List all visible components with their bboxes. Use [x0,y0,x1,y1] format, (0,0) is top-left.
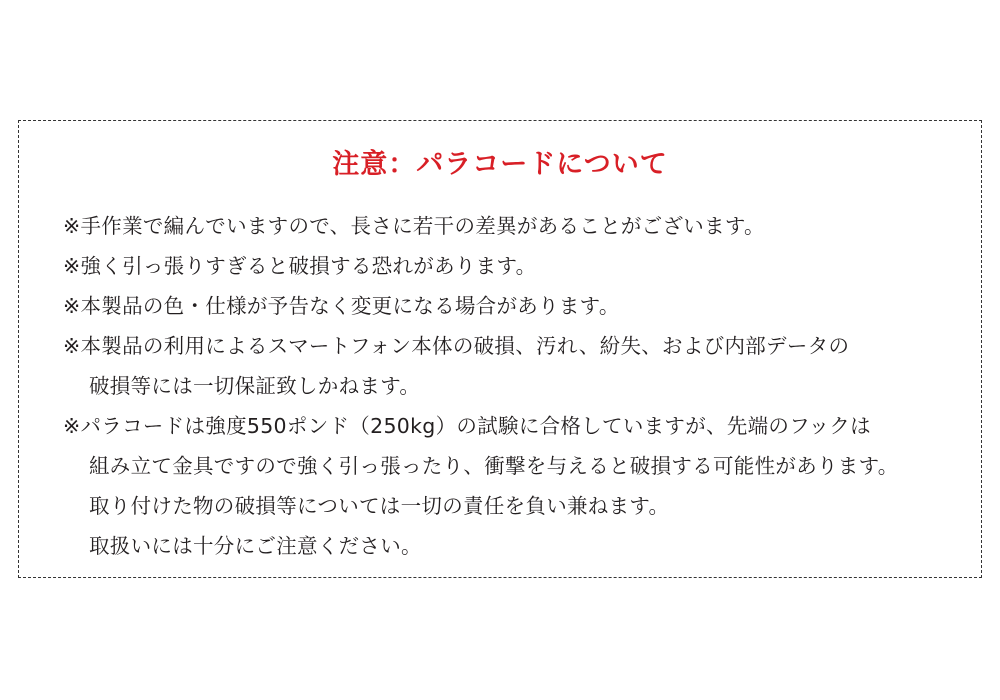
notice-line: 組み立て金具ですので強く引っ張ったり、衝撃を与えると破損する可能性があります。 [89,454,899,479]
notice-line: 取扱いには十分にご注意ください。 [89,534,422,559]
notice-title: 注意：パラコードについて [332,149,668,180]
notice-body [19,207,981,567]
notice-box [18,120,982,578]
notice-line: ※本製品の利用によるスマートフォン本体の破損、汚れ、紛失、および内部データの [63,334,850,359]
notice-line: ※パラコードは強度550ポンド（250kg）の試験に合格していますが、先端のフックは [63,414,871,439]
notice-line: ※本製品の色・仕様が予告なく変更になる場合があります。 [63,294,620,319]
notice-line: ※手作業で編んでいますので、長さに若干の差異があることがございます。 [63,214,765,239]
notice-line: 取り付けた物の破損等については一切の責任を負い兼ねます。 [89,494,670,519]
notice-line: 破損等には一切保証致しかねます。 [89,374,421,399]
notice-line: ※強く引っ張りすぎると破損する恐れがあります。 [63,254,537,279]
